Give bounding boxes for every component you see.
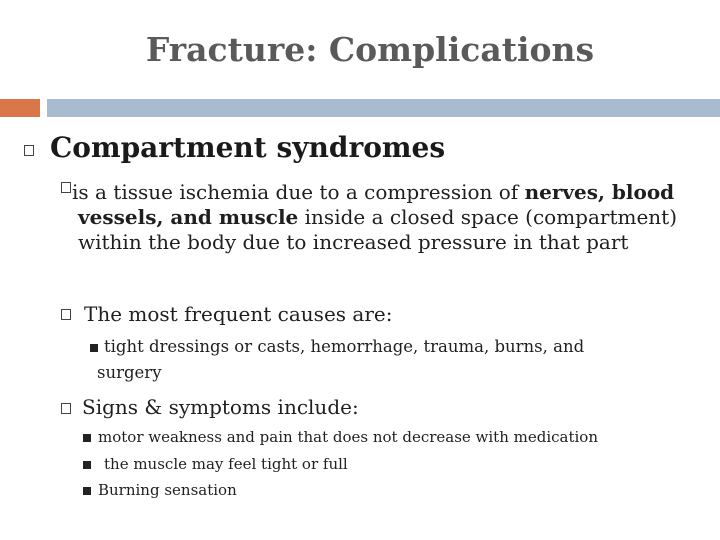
accent-bar-orange [0,99,40,117]
definition-text [72,180,678,255]
bullet-square-icon [83,487,91,495]
bullet-box-icon [61,182,71,193]
signs-item: motor weakness and pain that does not decrease with medication [98,428,599,446]
definition-bold: nerves, blood vessels, and muscle [78,180,675,229]
heading-compartment-syndromes: Compartment syndromes [50,131,446,164]
causes-item-line1: tight dressings or casts, hemorrhage, trauma, burns, and [104,337,585,356]
signs-item: Burning sensation [98,481,237,499]
bullet-box-icon [61,309,71,320]
bullet-square-icon [83,461,91,469]
causes-item-line2: surgery [97,363,162,382]
definition-part1: is a tissue ischemia due to a compression of [72,180,525,204]
bullet-box-icon [24,145,34,156]
causes-intro: The most frequent causes are: [84,302,393,326]
accent-bar-blue [47,99,720,117]
bullet-square-icon [83,434,91,442]
definition-part2: inside a closed space (compartment) within the body due to increased pressure in that part [78,205,678,254]
signs-item: the muscle may feel tight or full [104,455,348,473]
bullet-square-icon [90,344,98,352]
signs-intro: Signs & symptoms include: [82,395,359,419]
bullet-box-icon [61,403,71,414]
slide-title: Fracture: Complications [145,30,595,69]
